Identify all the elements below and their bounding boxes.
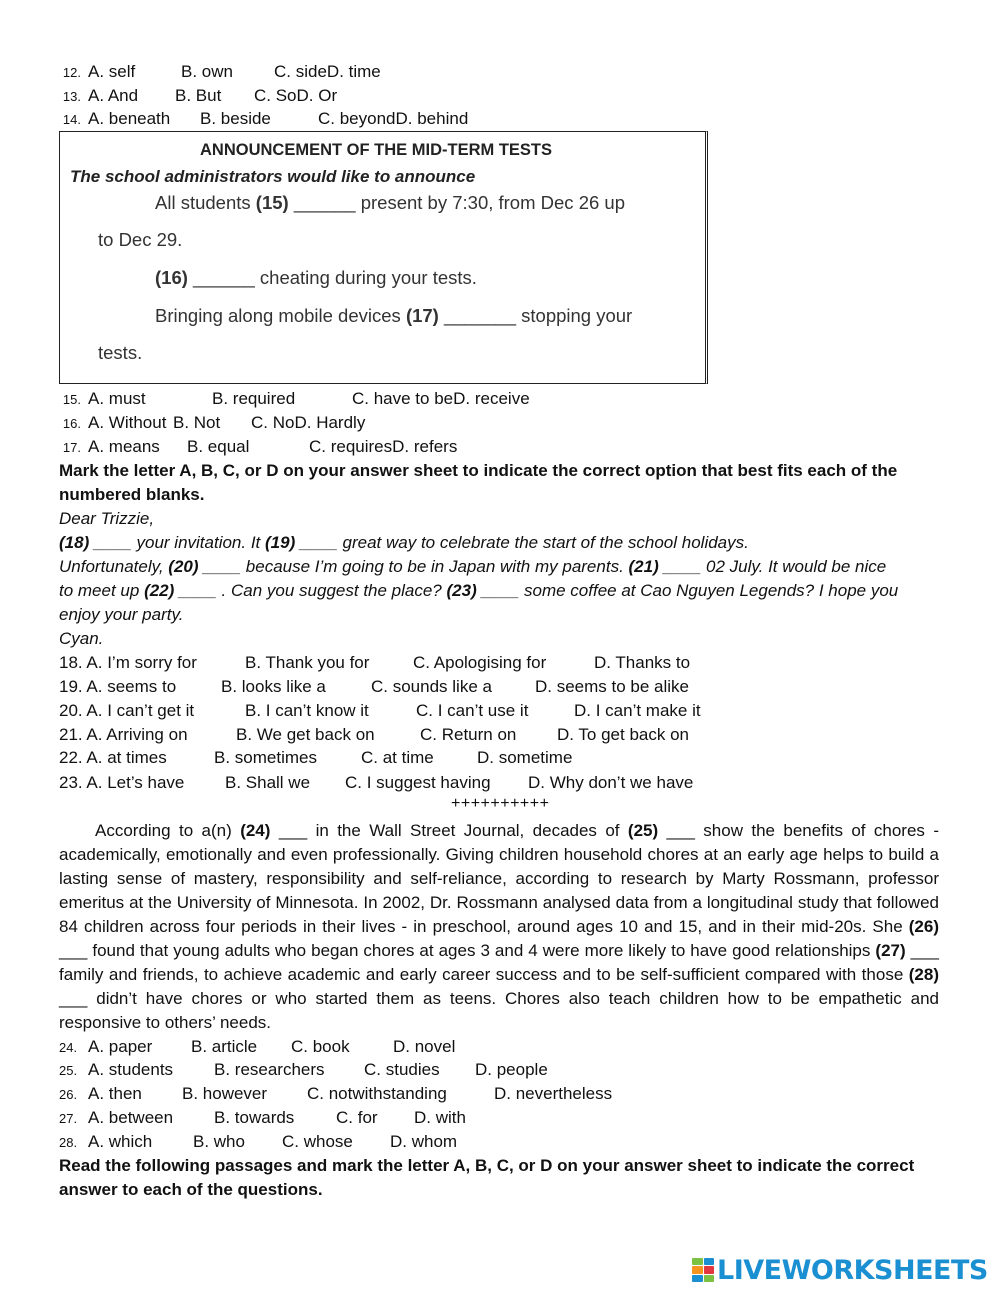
text: According to a(n): [95, 821, 241, 840]
text: ___ didn’t have chores or who started them as teens. Chores also teach children how to be empathetic and responsive to others’ needs.: [59, 989, 939, 1032]
blank-number-16: (16): [155, 267, 188, 288]
option-a: 22. A. at times: [59, 748, 167, 767]
text: ______ cheating during your tests.: [187, 267, 477, 288]
option-d: D. with: [414, 1108, 466, 1127]
option-c: C. beyond: [318, 109, 396, 128]
question-27: [59, 1106, 466, 1131]
option-d: D. seems to be alike: [535, 677, 690, 696]
blank-number-26: (26): [908, 917, 939, 936]
letter-line-2: [59, 555, 959, 579]
question-14: [59, 107, 468, 131]
text: ____ your invitation. It: [89, 533, 266, 552]
question-13: [59, 84, 337, 108]
blank-number-15: (15): [255, 192, 289, 213]
blank-number-17: (17): [405, 305, 439, 326]
instruction-line: numbered blanks.: [59, 485, 205, 504]
question-28: [59, 1130, 457, 1155]
option-c: C. Apologising for: [413, 653, 547, 672]
question-25: [59, 1058, 548, 1083]
option-b: B. towards: [214, 1108, 295, 1127]
text: ____ great way to celebrate the start of the school holidays.: [295, 533, 749, 552]
question-18: [59, 651, 690, 675]
option-b: B. Not: [173, 413, 221, 432]
option-b: B. who: [193, 1132, 245, 1151]
announcement-line-5: tests.: [98, 342, 143, 363]
option-d: D. To get back on: [557, 725, 689, 744]
question-number: 24.: [59, 1040, 78, 1055]
option-b: B. equal: [187, 437, 250, 456]
text: to meet up: [59, 581, 145, 600]
option-b: B. required: [212, 389, 296, 408]
question-24: [59, 1035, 455, 1060]
text: ___ show the benefits of chores - academically, emotionally and even professionally. Giving children household chores at an early age helps to build a lasting sense of mastery, responsibility and self-reliance, according to research by Marty Rossmann, professor emeritus at the University of Minnesota. In 2002, Dr. Rossmann analysed data from a longitudinal study that followed 84 children across four periods in their lives - in preschool, around ages 10 and 15, and in their mid-20s. She: [59, 821, 939, 936]
option-d: D. refers: [392, 437, 458, 456]
option-b: B. We get back on: [236, 725, 375, 744]
instruction-line: answer to each of the questions.: [59, 1180, 323, 1199]
text: ______ present by 7:30, from Dec 26 up: [288, 192, 625, 213]
option-c: C. at time: [361, 748, 434, 767]
instruction-1: [59, 459, 949, 507]
text: ____ because I’m going to be in Japan with my parents.: [198, 557, 629, 576]
option-c: C. I can’t use it: [416, 701, 529, 720]
option-a: A. then: [88, 1084, 142, 1103]
liveworksheets-logo-icon: [692, 1258, 714, 1282]
text: ___ in the Wall Street Journal, decades of: [270, 821, 628, 840]
question-26: [59, 1082, 612, 1107]
question-number: 17.: [62, 440, 81, 455]
instruction-2: [59, 1154, 949, 1202]
text: ___ found that young adults who began chores at ages 3 and 4 were more likely to have good relationships: [59, 941, 876, 960]
question-23: [59, 771, 693, 795]
question-19: [59, 675, 689, 699]
question-20: [59, 699, 701, 723]
blank-number-22: (22): [144, 581, 175, 600]
blank-number-25: (25): [627, 821, 659, 840]
option-d: D. Why don’t we have: [528, 773, 694, 792]
letter-line-1: [59, 531, 959, 555]
option-a: A. paper: [88, 1037, 153, 1056]
letter-greeting: Dear Trizzie,: [59, 509, 155, 528]
question-17: [59, 435, 457, 459]
option-b: B. beside: [200, 109, 271, 128]
question-number: 14.: [62, 112, 81, 127]
blank-number-18: (18): [59, 533, 90, 552]
text: ___ family and friends, to achieve academic and early career success and to be self-sufficient compared with those: [59, 941, 940, 984]
blank-number-20: (20): [168, 557, 199, 576]
text: ____ . Can you suggest the place?: [174, 581, 447, 600]
option-b: B. own: [181, 62, 233, 81]
blank-number-23: (23): [446, 581, 477, 600]
option-d: D. behind: [395, 109, 469, 128]
option-d: D. nevertheless: [494, 1084, 613, 1103]
option-b: B. sometimes: [214, 748, 317, 767]
announcement-line-1: [155, 192, 625, 214]
text: _______ stopping your: [438, 305, 633, 326]
option-d: D. I can’t make it: [574, 701, 701, 720]
question-21: [59, 723, 689, 747]
option-a: A. self: [88, 62, 136, 81]
option-c: C. side: [274, 62, 327, 81]
option-a: A. beneath: [88, 109, 171, 128]
question-number: 26.: [59, 1087, 78, 1102]
option-a: 20. A. I can’t get it: [59, 701, 195, 720]
option-b: B. I can’t know it: [245, 701, 369, 720]
instruction-line: Read the following passages and mark the letter A, B, C, or D on your answer sheet to indicate the correct: [59, 1156, 915, 1175]
option-a: A. which: [88, 1132, 153, 1151]
text: ____ 02 July. It would be nice: [658, 557, 887, 576]
option-a: A. must: [88, 389, 146, 408]
liveworksheets-logo: [692, 1254, 988, 1286]
text: ____ some coffee at Cao Nguyen Legends? I hope you: [476, 581, 899, 600]
question-22: [59, 746, 572, 770]
question-12: [59, 60, 381, 84]
passage: [59, 819, 939, 1035]
option-d: D. sometime: [477, 748, 573, 767]
option-a: A. Without: [88, 413, 167, 432]
option-b: B. Thank you for: [245, 653, 370, 672]
logo-text: LIVEWORKSHEETS: [717, 1254, 988, 1286]
option-b: B. Shall we: [225, 773, 311, 792]
option-c: C. No: [251, 413, 295, 432]
announcement-title: ANNOUNCEMENT OF THE MID-TERM TESTS: [200, 141, 552, 159]
option-c: C. studies: [364, 1060, 440, 1079]
option-b: B. looks like a: [221, 677, 326, 696]
option-d: D. whom: [390, 1132, 458, 1151]
option-a: A. between: [88, 1108, 174, 1127]
instruction-line: Mark the letter A, B, C, or D on your answer sheet to indicate the correct option that best fits each of the: [59, 461, 898, 480]
question-number: 12.: [62, 65, 81, 80]
question-number: 28.: [59, 1135, 78, 1150]
option-c: C. Return on: [420, 725, 517, 744]
option-c: C. book: [291, 1037, 350, 1056]
option-b: B. researchers: [214, 1060, 325, 1079]
announcement-line-2: to Dec 29.: [98, 229, 183, 250]
letter: [59, 507, 959, 651]
option-c: C. whose: [282, 1132, 353, 1151]
blank-number-19: (19): [265, 533, 296, 552]
option-a: 19. A. seems to: [59, 677, 177, 696]
option-b: B. But: [175, 86, 222, 105]
text: Unfortunately,: [59, 557, 169, 576]
option-a: 21. A. Arriving on: [59, 725, 188, 744]
option-b: B. however: [182, 1084, 268, 1103]
option-a: A. means: [88, 437, 160, 456]
option-c: C. sounds like a: [371, 677, 492, 696]
option-c: C. requires: [309, 437, 393, 456]
question-number: 15.: [62, 392, 81, 407]
question-16: [59, 411, 365, 435]
announcement-line-4: [155, 305, 632, 327]
option-c: C. I suggest having: [345, 773, 491, 792]
blank-number-21: (21): [628, 557, 659, 576]
option-d: D. Hardly: [294, 413, 366, 432]
option-b: B. article: [191, 1037, 258, 1056]
option-c: C. notwithstanding: [307, 1084, 447, 1103]
option-a: 23. A. Let’s have: [59, 773, 185, 792]
letter-signature: Cyan.: [59, 629, 104, 648]
option-c: C. for: [336, 1108, 378, 1127]
option-d: D. people: [475, 1060, 548, 1079]
letter-line-3: [59, 579, 959, 603]
question-number: 16.: [62, 416, 81, 431]
option-d: D. novel: [393, 1037, 456, 1056]
option-a: A. And: [88, 86, 139, 105]
question-number: 27.: [59, 1111, 78, 1126]
option-a: A. students: [88, 1060, 174, 1079]
separator: ++++++++++: [451, 795, 550, 812]
announcement-box: [59, 131, 708, 384]
blank-number-28: (28): [908, 965, 939, 984]
question-number: 13.: [62, 89, 81, 104]
announcement-line-3: [155, 267, 477, 289]
option-c: C. So: [254, 86, 297, 105]
question-15: [59, 387, 530, 411]
blank-number-27: (27): [875, 941, 906, 960]
option-d: D. Thanks to: [594, 653, 691, 672]
announcement-subtitle: The school administrators would like to announce: [70, 167, 476, 186]
text: All students: [155, 192, 256, 213]
question-number: 25.: [59, 1063, 78, 1078]
text: Bringing along mobile devices: [155, 305, 406, 326]
option-a: 18. A. I’m sorry for: [59, 653, 197, 672]
option-d: D. receive: [453, 389, 530, 408]
option-d: D. Or: [296, 86, 338, 105]
option-d: D. time: [326, 62, 381, 81]
letter-line-4: enjoy your party.: [59, 605, 184, 624]
blank-number-24: (24): [240, 821, 271, 840]
option-c: C. have to be: [352, 389, 454, 408]
